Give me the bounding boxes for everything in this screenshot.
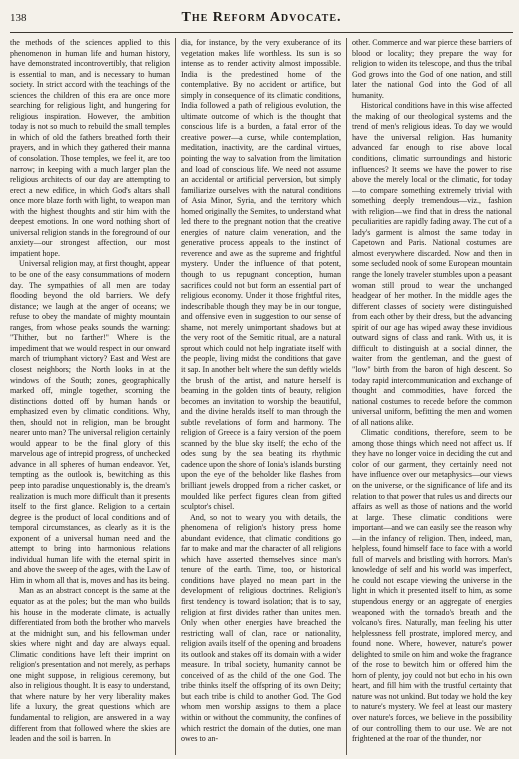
paragraph: dia, for instance, by the very exuberance of its vegetation makes life worthless. Its sun is so intense as to render activity almost impossible. India is the predestined home of the contemplative. By no accident or artifice, but simply in consequence of its climatic conditions, India followed a path of religious evolution, the ultimate outcome of which is the thought that conscious life is a burden, a fatal error of the creative power—a curse, while contemplation, meditation, inactivity, are the cardinal virtues, pointing the way to salvation from the limitation and load of conscious life. We need not assume an accidental or artificial perversion, but simply familiarize ourselves with the natural conditions of Asia Minor, Syria, and the territory which homed originally the Semites, to understand what led there to the pregnant notion that the creative energies of nature claim veneration, and the generative process appeals to the instinct of reverence and awe as the supreme and frightful mystery. Under the influence of that potent, though to us repugnant conception, human sacrifices could not but form an essential part of religious economy. Under it those frightful rites, indescribable though they may be in our tongue, and offensive even in suggestion to our sense of shame, not merely unimportant shadows but at the very root of the Semitic ritual, are a natural sprout which could not help ingratiate itself with the people, living midst the conditions that gave it sap. In another belt where the sun deftly wields the brush of the artist, and nature herself is beaming in the golden tints of beauty, religion becomes an invitation to worship the beautiful, and the divine heralds itself to man through the subtle revelations of form and harmony. The religion of Greece is a fairy version of the poem scanned by the blue sky itself; the echo of the odes sung by the sea beating its rhythmic cadence upon the shore of Ionia's islands bursting upon the eye of the beholder like flashes from brilliant jewels dropped from a richer casket, or moulded like perfect figures clean from gifted sculptor's chisel.	[181, 38, 341, 512]
running-title: The Reform Advocate.	[181, 10, 342, 25]
paragraph: the methods of the sciences applied to this phenomenon in human life and human history, have demonstrated incontrovertibly, that religion is essential to man, and is necessary to human society. In strict accord with the teachings of the sciences the children of this era are once more searching for religious light, and hungering for religious inspiration. However, the ambition today is not so much to rebuild the small temples in which of old the fathers breathed forth their prayers, and in which they gathered their manna of consolation. Those temples, we feel it, are too narrow; in keeping with a much larger plan the religious architects of our day are attempting to erect a new edifice, in which God's altars shall once more blaze forth with light, to weapon man with the highest thoughts and stir him with the deepest emotions. In one word nothing short of universal religion stands in the foreground of our anxiety—our strongest affection, our most impatient hope.	[10, 38, 170, 258]
column-1	[10, 38, 170, 755]
column-divider	[346, 38, 347, 755]
paragraph: Universal religion may, at first thought, appear to be one of the easy consummations of modern day. The sympathies of all men are today flooding beyond the old barriers. We defy distance; we laugh at the anger of oceans; we refuse to obey the mandate of mighty mountain ranges, from whose peaks sounds the warning: "Thither, but no farther!" Where is the impediment that we would respect in our onward march of triumphant victory? East and West are closest neighbors; the North looks in at the windows of the South; zones, geographically marked off, mingle together, scorning the distinctions dotted off by human hands or emphasized even by climatic conditions. Why, then, should not in religion, man be brought nearer unto man? The universal religion certainly would appear to be the final glory of this marvelous age of intrepid progress, of unchecked advance in all spheres of human endeavor. Yet, tempting as the outlook is, bewitching as this peep into paradise unquestionably is, the dream's realization is much more difficult than it presents itself to the first glance. Religion to a certain degree is the product of local conditions and of temporal circumstances, as clearly as it is the exponent of a universal human need and the attempt to bring into harmonious relations individual human life with the eternal spirit in and above the sweep of the ages, with the Law of Him in whom all that is, moves and has its being.	[10, 259, 170, 585]
newspaper-page	[10, 8, 513, 755]
paragraph: Man as an abstract concept is the same at the equator as at the poles; but the man who builds his house in the moderate climate, is actually differentiated from both the brother who marvels at the midnight sun, and his fellowman under skies where night and day are always equal. Climatic conditions have left their imprint on religion's presentation and not merely, as perhaps one might suppose, in religious ceremony, but also in religious thought. It is easy to understand, that where nature by her very liberality makes life a luxury, the great questions which are fundamental to religion, are answered in a way different from that followed where the skies are leaden and the soil is barren. In	[10, 586, 170, 744]
paragraph: other. Commerce and war pierce these barriers of blood or locality; they prepare the way for religion to widen its telescope, and thus the tribal God grows into the God of one nation, and still later the national God into the God of all humanity.	[352, 38, 512, 100]
column-divider	[175, 38, 176, 755]
column-3	[352, 38, 512, 755]
paragraph: Historical conditions have in this wise affected the making of our theological systems and the trend of men's religious ideas. To day we would have the universal religion. Has humanity advanced far enough to rise above local conditions, climatic surroundings and historic influences? It seems we have the power to rise above the merely local or the climatic, for today—to compare something extremely trivial with something deeply tremendous—viz., fashion with religion—we find that in dress the national peculiarities are rapidly fading away. The cut of a lady's garment is almost the same today in Capetown and Paris. National costumes are almost everywhere discarded. Now and then in some secluded nook of some European mountain range the lonely traveler stumbles upon a peasant woman still proud to wear the unchanged headgear of her mother. In the middle ages the different classes of society were distinguished from each other by their dress, but the advancing spirit of our age has wiped away these invidious outward signs of class and rank. With us, it is difficult to distinguish at a social dinner, the waiter from the gentleman, and the guest of "low" birth from the baron of high descent. So today rapid intercommunication and exchange of thought and commodities, have forced the national costumes to recede before the common universal uniform, befitting the men and women of all nations alike.	[352, 101, 512, 427]
page-number: 138	[10, 12, 27, 24]
paragraph: And, so not to weary you with details, the phenomena of religion's history press home abundant evidence, that climatic conditions go far to make and mar the character of all religions which have asserted themselves since man's tenure of the earth. Time, too, or historical conditions have played no mean part in the development of religious doctrines. Religion's first tendency is toward isolation; that is to say, religion at first divides rather than unites men. Only when other energies have breached the restricting wall of clan, race or nationality, religion avails itself of the opening and broadens its outlook and stakes off its domain with a wider measure. In tribal society, humanity cannot be conceived of as the child of the one God. The tribe thinks itself the offspring of its own Deity; but each tribe is child to another God. The God whom men worship assigns to them a place within or without the community, the confines of which restrict the domain of the duties, one man owes to an-	[181, 512, 341, 744]
paragraph: Climatic conditions, therefore, seem to be among those things which need not affect us. If they have no longer voice in deciding the cut and color of our garment, they certainly need not have influence over our metaphysics—our views on the universe, or the significance of life and its relation to that power that rules us and directs our affairs as well as those of nations and the world at large. These climatic conditions were important—and we can easily see the reason why—in the infancy of religion. Then, indeed, man, helpless, found himself face to face with a world full of marvels and bristling with horrors. Man's knowledge of self and his world was imperfect, he could not escape viewing the universe in the light in which it presented itself to him, as some stupendous energy or an aggregate of energies weaponed with the tornado's breath and the volcano's fires. Naturally, man feeling his utter helplessness fell prostrate, implored mercy, and found none. Where, however, nature's power delighted to smile on him and woke the fragrance of the rose to bewitch him or offered him the horn of plenty, joy could not but echo in his own heart, and fill him with the trustful certainty that nature was not unkind. But today we hold the key to nature's mystery. We feel at least our mastery over nature's forces, we believe in the possibility of our controlling them to our use. We are not frightened at the roar of the thunder, nor	[352, 428, 512, 744]
text-columns	[10, 38, 513, 755]
page-header	[10, 8, 513, 33]
column-2	[181, 38, 341, 755]
